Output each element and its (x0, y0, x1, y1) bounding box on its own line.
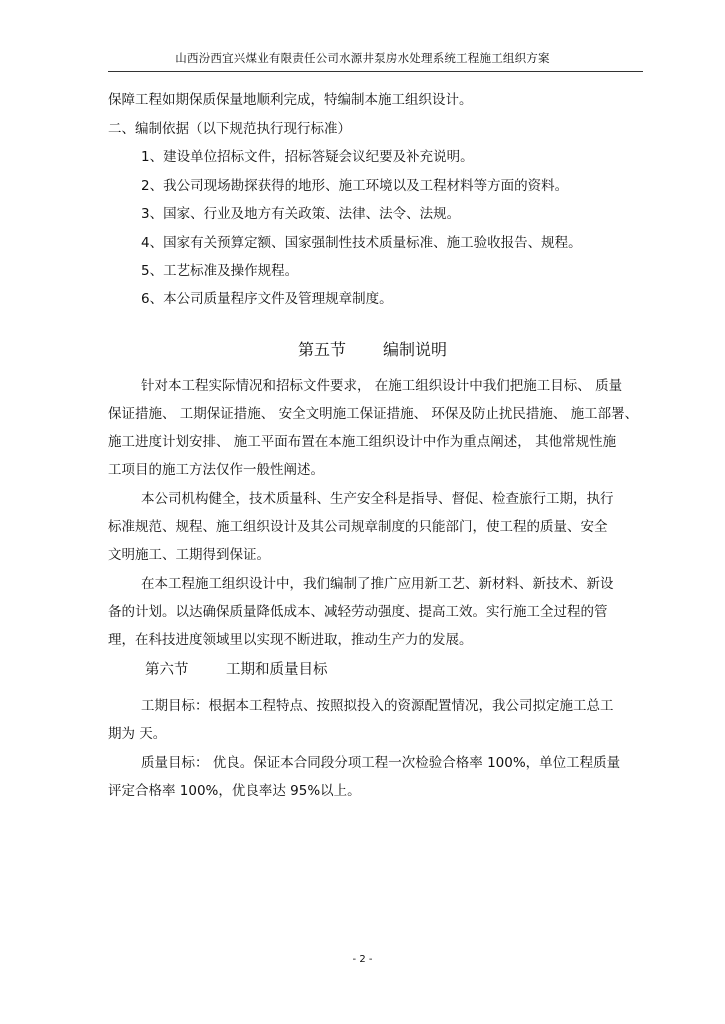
section5-para2-line: 文明施工、工期得到保证。 (108, 547, 270, 563)
quality-target-line: 质量目标： 优良。保证本合同段分项工程一次检验合格率 100%，单位工程质量 (141, 755, 621, 771)
section5-para2-line: 本公司机构健全，技术质量科、生产安全科是指导、督促、检查旅行工期，执行 (141, 491, 614, 507)
header-divider (108, 71, 643, 72)
section5-title: 编制说明 (383, 340, 448, 359)
section5-para3-line: 备的计划。以达确保质量降低成本、减轻劳动强度、提高工效。实行施工全过程的管 (108, 604, 608, 620)
section5-para1-line: 施工进度计划安排、 施工平面布置在本施工组织设计中作为重点阐述， 其他常规性施 (108, 434, 617, 450)
section6-title: 工期和质量目标 (226, 662, 328, 678)
basis-item: 6、本公司质量程序文件及管理规章制度。 (141, 291, 393, 307)
section5-para1-line: 针对本工程实际情况和招标文件要求， 在施工组织设计中我们把施工目标、 质量 (141, 378, 623, 394)
schedule-target-line: 期为 天。 (108, 726, 167, 742)
section5-number: 第五节 (298, 340, 347, 359)
section5-para3-line: 理，在科技进度领域里以实现不断进取，推动生产力的发展。 (108, 632, 473, 648)
quality-target-line: 评定合格率 100%，优良率达 95%以上。 (108, 783, 361, 799)
page-header: 山西汾西宜兴煤业有限责任公司水源井泵房水处理系统工程施工组织方案 (175, 51, 550, 65)
section5-para3-line: 在本工程施工组织设计中，我们编制了推广应用新工艺、新材料、新技术、新设 (141, 576, 614, 592)
basis-heading: 二、编制依据（以下规范执行现行标准） (108, 121, 351, 137)
schedule-target-line: 工期目标：根据本工程特点、按照拟投入的资源配置情况，我公司拟定施工总工 (141, 698, 614, 714)
section5-para1-line: 工项目的施工方法仅作一般性阐述。 (108, 462, 324, 478)
basis-item: 5、工艺标准及操作规程。 (141, 263, 299, 279)
basis-item: 3、国家、行业及地方有关政策、法律、法令、法规。 (141, 206, 461, 222)
basis-item: 1、建设单位招标文件，招标答疑会议纪要及补充说明。 (141, 149, 474, 165)
section5-para1-line: 保证措施、 工期保证措施、 安全文明施工保证措施、 环保及防止扰民措施、 施工部署、 (108, 406, 639, 422)
basis-item: 4、国家有关预算定额、国家强制性技术质量标准、施工验收报告、规程。 (141, 235, 582, 251)
section6-number: 第六节 (145, 662, 189, 678)
intro-continuation: 保障工程如期保质保量地顺利完成，特编制本施工组织设计。 (108, 92, 473, 108)
page-number: - 2 - (352, 954, 373, 965)
section5-para2-line: 标准规范、规程、施工组织设计及其公司规章制度的只能部门，使工程的质量、安全 (108, 519, 608, 535)
basis-item: 2、我公司现场勘探获得的地形、施工环境以及工程材料等方面的资料。 (141, 178, 569, 194)
